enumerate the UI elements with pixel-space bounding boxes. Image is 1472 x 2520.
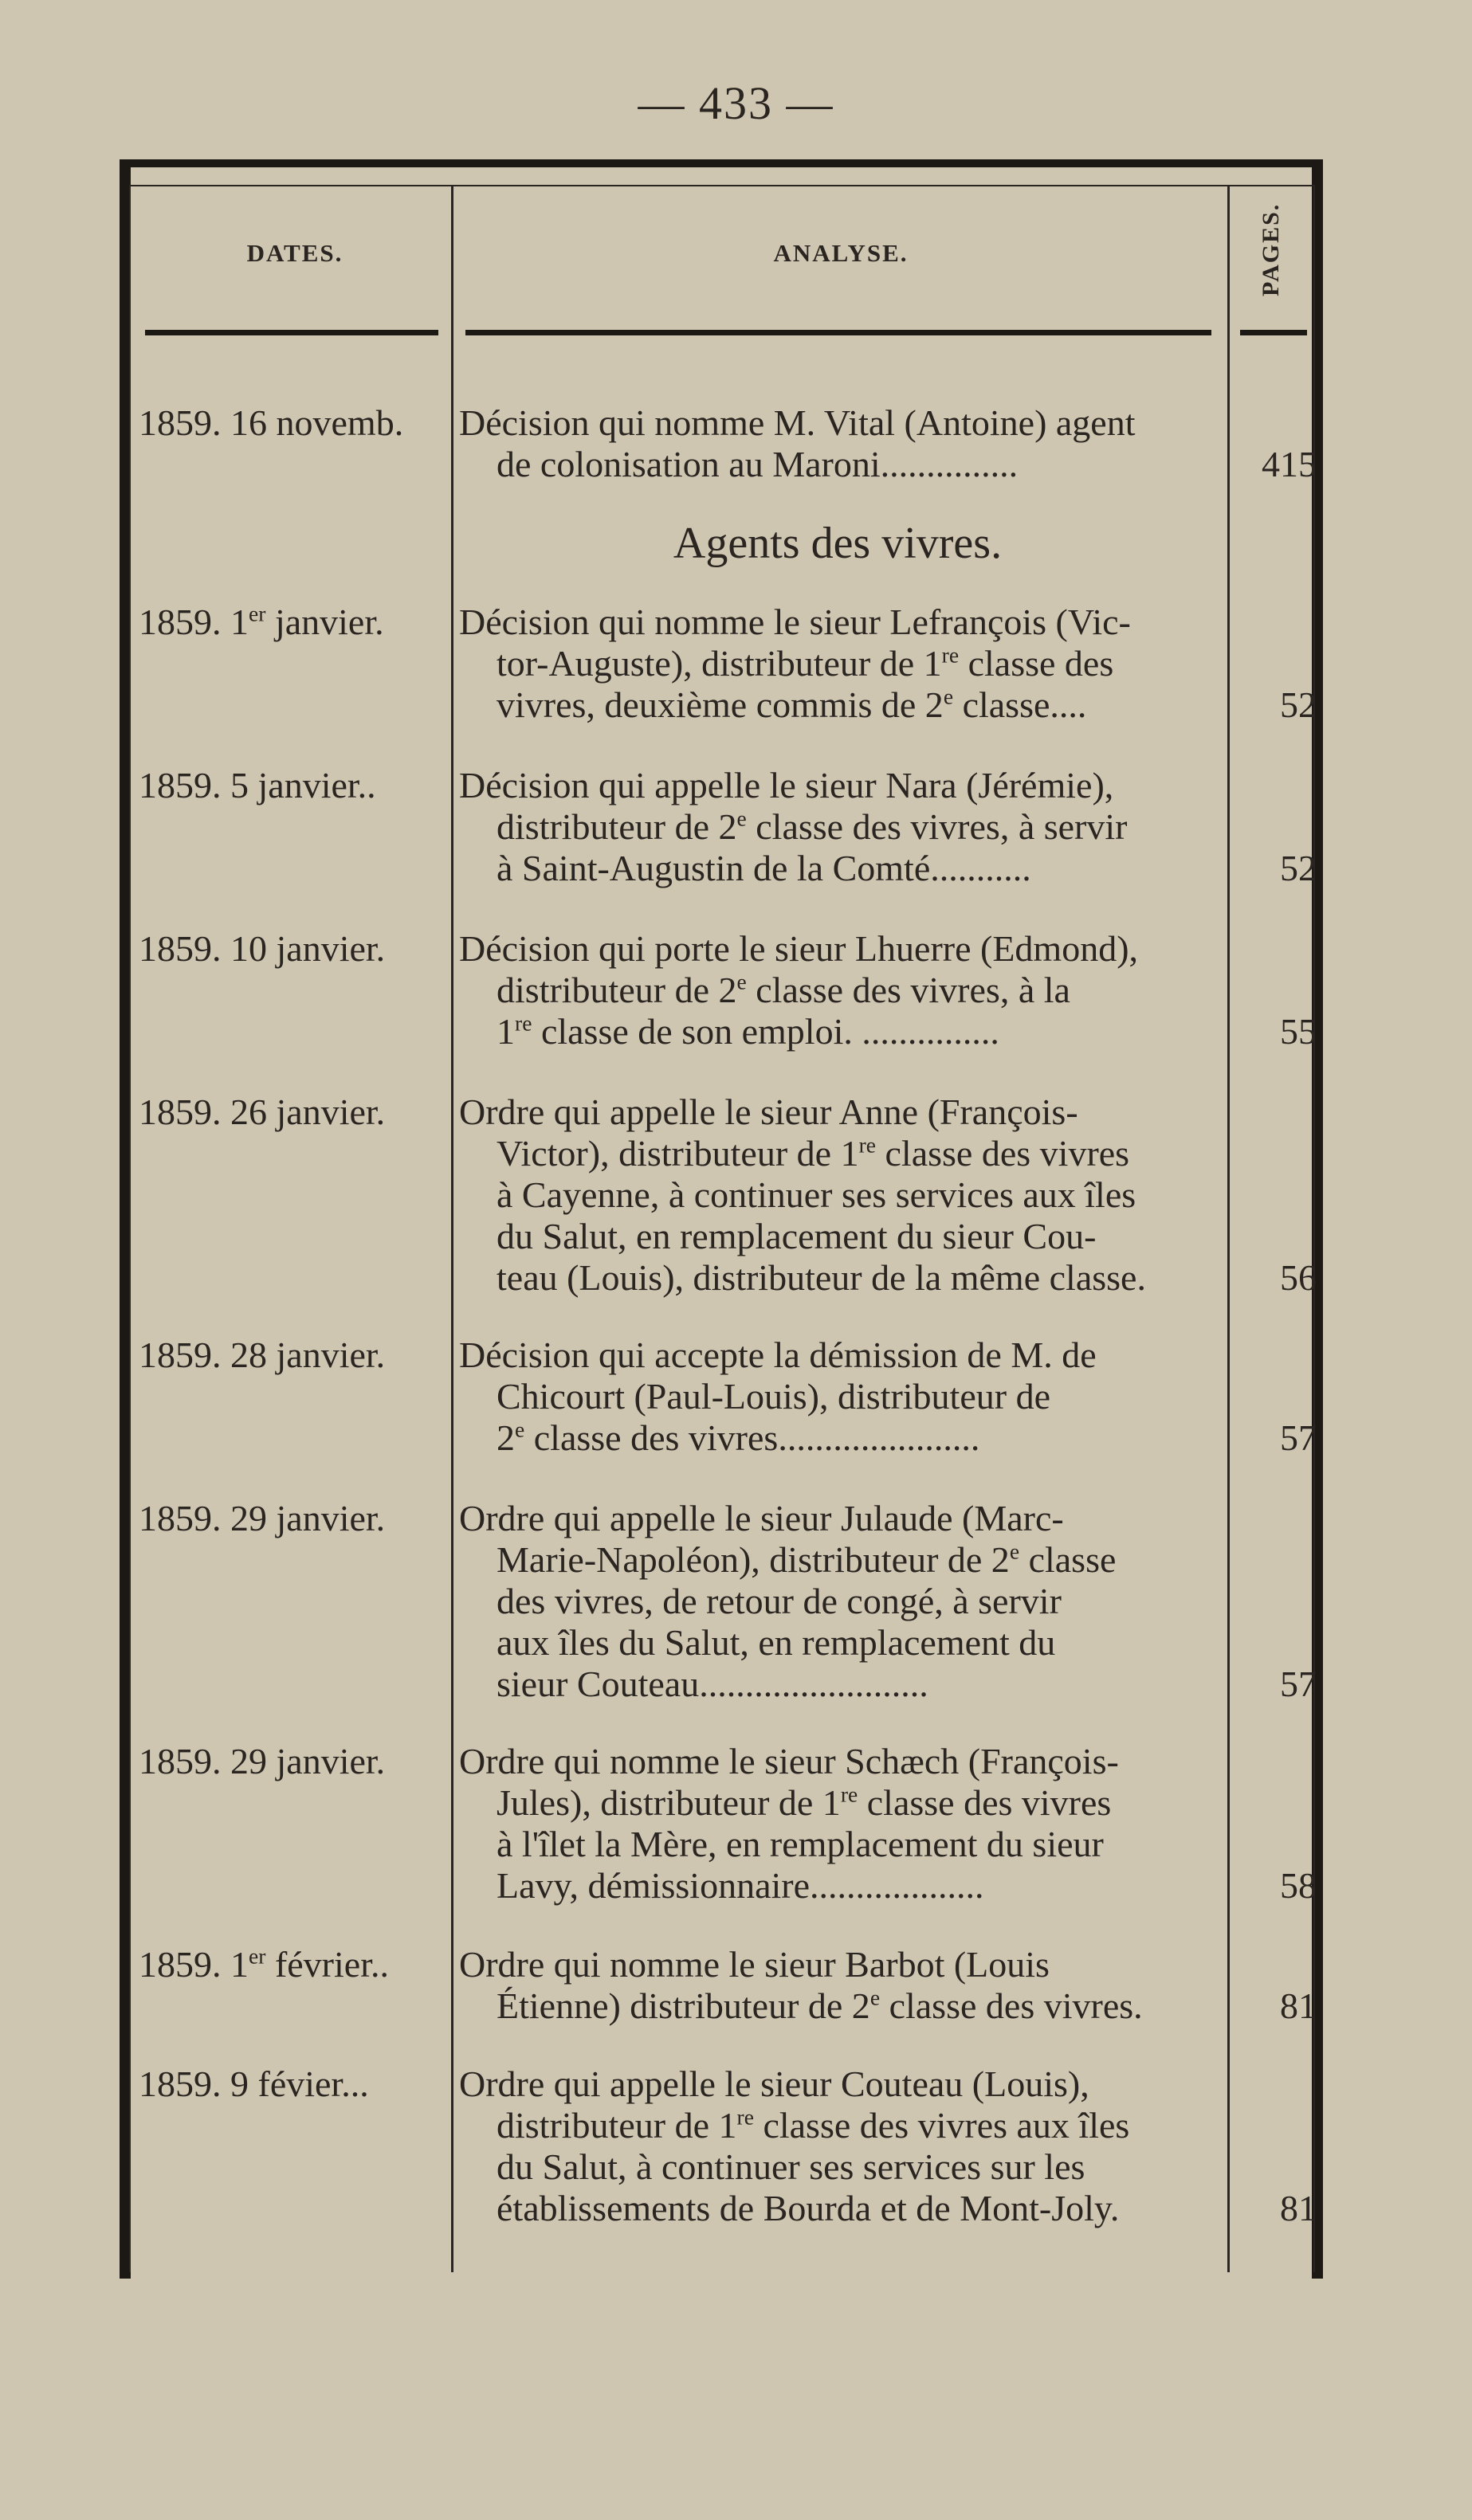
analysis-line: Ordre qui nomme le sieur Barbot (Louis — [459, 1944, 1050, 1985]
analysis-line: distributeur de 2e classe des vivres, à la — [497, 969, 1070, 1010]
analysis-line: établissements de Bourda et de Mont-Joly. — [497, 2188, 1120, 2228]
analysis-line: du Salut, à continuer ses services sur les — [497, 2146, 1085, 2187]
entry-page-ref: 415 — [1262, 444, 1317, 484]
analysis-line: Ordre qui nomme le sieur Schæch (François- — [459, 1741, 1119, 1781]
section-title: Agents des vivres. — [673, 519, 1003, 568]
entry-analysis — [459, 1944, 1216, 2027]
analysis-line: vivres, deuxième commis de 2e classe.... — [497, 684, 1087, 725]
entry-analysis — [459, 602, 1216, 726]
header-rule-dates — [145, 330, 438, 335]
column-divider-analyse — [1227, 185, 1230, 2272]
analysis-line: Décision qui accepte la démission de M. de — [459, 1334, 1097, 1375]
entry-page-ref: 57 — [1280, 1417, 1317, 1458]
analysis-line: teau (Louis), distributeur de la même classe. — [497, 1257, 1146, 1298]
analysis-line: tor-Auguste), distributeur de 1re classe des — [497, 642, 1114, 684]
analysis-line: 2e classe des vivres...................... — [497, 1417, 980, 1458]
analysis-line: Décision qui porte le sieur Lhuerre (Edmond), — [459, 928, 1139, 969]
analysis-line: à Saint-Augustin de la Comté........... — [497, 848, 1031, 888]
entry-analysis — [459, 1498, 1216, 1705]
analysis-line: à Cayenne, à continuer ses services aux îles — [497, 1174, 1136, 1215]
analysis-line: aux îles du Salut, en remplacement du — [497, 1622, 1056, 1663]
analysis-line: Ordre qui appelle le sieur Anne (François- — [459, 1091, 1078, 1132]
entry-page-ref: 56 — [1280, 1257, 1317, 1298]
entry-date: 1859. 26 janvier. — [139, 1091, 386, 1132]
entry-date: 1859. 9 févier... — [139, 2063, 369, 2104]
analysis-line: à l'îlet la Mère, en remplacement du sieur — [497, 1824, 1104, 1864]
entry-date: 1859. 1er janvier. — [139, 601, 384, 642]
analysis-line: Ordre qui appelle le sieur Couteau (Louis), — [459, 2063, 1089, 2104]
header-dates: DATES. — [246, 239, 343, 267]
entry-date: 1859. 16 novemb. — [139, 402, 404, 443]
analysis-line: sieur Couteau......................... — [497, 1664, 928, 1704]
analysis-line: distributeur de 1re classe des vivres aux îles — [497, 2104, 1130, 2146]
entry-analysis — [459, 1741, 1216, 1907]
page-number: — 433 — — [638, 77, 834, 129]
entry-analysis — [459, 402, 1216, 485]
entry-analysis — [459, 1091, 1216, 1299]
analysis-line: Décision qui nomme M. Vital (Antoine) agent — [459, 402, 1136, 443]
entry-analysis — [459, 765, 1216, 889]
entry-date: 1859. 28 janvier. — [139, 1334, 386, 1375]
entry-analysis — [459, 928, 1216, 1052]
entry-analysis — [459, 1334, 1216, 1459]
analysis-line: Chicourt (Paul-Louis), distributeur de — [497, 1376, 1050, 1417]
entry-analysis — [459, 2063, 1216, 2229]
entry-date: 1859. 1er février.. — [139, 1943, 389, 1985]
entry-date: 1859. 5 janvier.. — [139, 765, 376, 805]
analysis-line: du Salut, en remplacement du sieur Cou- — [497, 1216, 1097, 1256]
entry-page-ref: 81 — [1280, 1985, 1317, 2026]
entry-page-ref: 52 — [1280, 848, 1317, 888]
header-rule-pages — [1240, 330, 1307, 335]
header-rule-analyse — [465, 330, 1211, 335]
entry-page-ref: 57 — [1280, 1664, 1317, 1704]
analysis-line: Lavy, démissionnaire................... — [497, 1865, 984, 1906]
analysis-line: Ordre qui appelle le sieur Julaude (Marc- — [459, 1498, 1064, 1538]
analysis-line: 1re classe de son emploi. ............... — [497, 1010, 999, 1052]
analysis-line: des vivres, de retour de congé, à servir — [497, 1581, 1062, 1621]
analysis-line: Victor), distributeur de 1re classe des vivres — [497, 1132, 1130, 1174]
analysis-line: Décision qui nomme le sieur Lefrançois (Vic- — [459, 602, 1131, 642]
analysis-line: Décision qui appelle le sieur Nara (Jérémie), — [459, 765, 1114, 805]
analysis-line: distributeur de 2e classe des vivres, à servir — [497, 805, 1128, 847]
entry-page-ref: 52 — [1280, 684, 1317, 725]
entry-page-ref: 58 — [1280, 1865, 1317, 1906]
header-analyse: ANALYSE. — [773, 239, 909, 267]
analysis-line: Étienne) distributeur de 2e classe des vivres. — [497, 1985, 1143, 2026]
analysis-line: de colonisation au Maroni............... — [497, 444, 1019, 484]
analysis-line: Jules), distributeur de 1re classe des vivres — [497, 1781, 1112, 1823]
analysis-line: Marie-Napoléon), distributeur de 2e classe — [497, 1538, 1117, 1580]
entry-page-ref: 81 — [1280, 2188, 1317, 2228]
entry-date: 1859. 29 janvier. — [139, 1741, 386, 1781]
entry-date: 1859. 29 janvier. — [139, 1498, 386, 1538]
header-pages: PAGES. — [1258, 202, 1284, 296]
entry-date: 1859. 10 janvier. — [139, 928, 386, 969]
entry-page-ref: 55 — [1280, 1011, 1317, 1052]
